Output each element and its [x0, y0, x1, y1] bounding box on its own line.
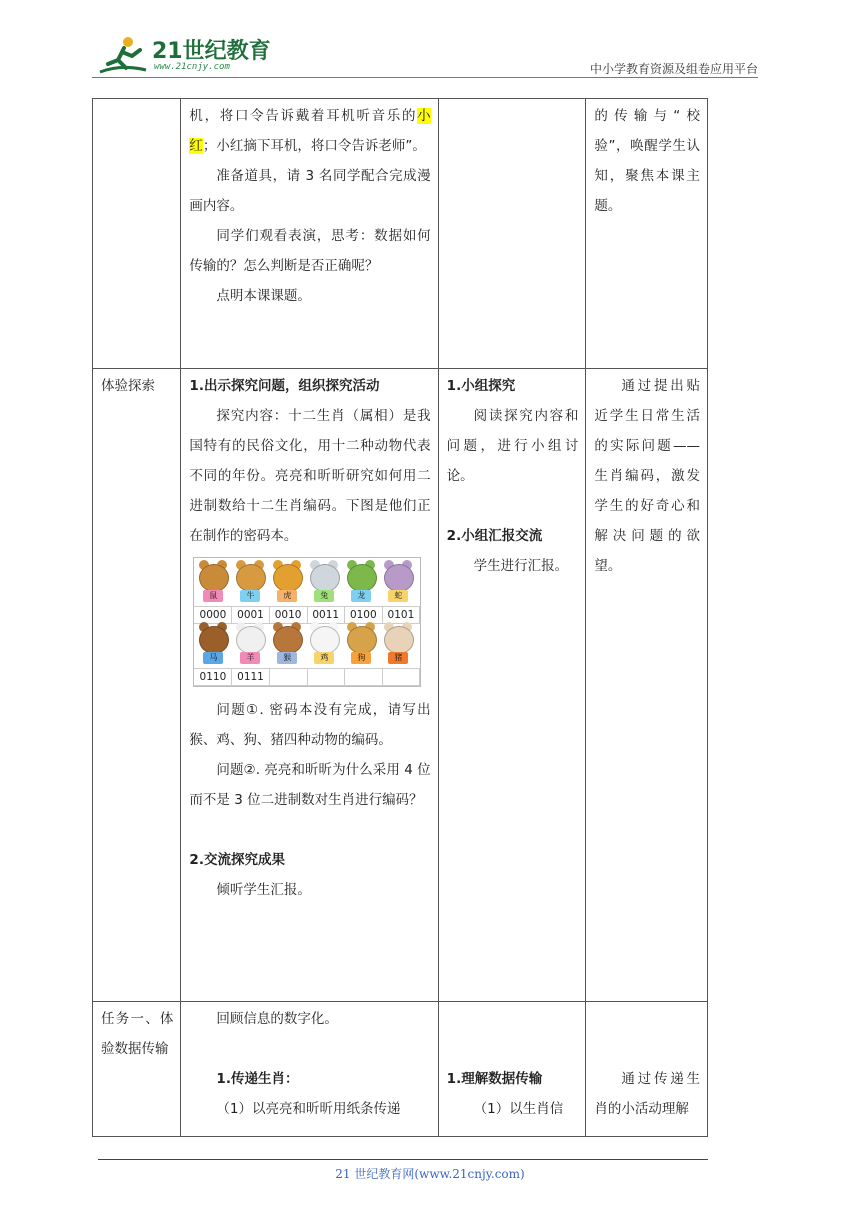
- header-divider: [92, 77, 758, 78]
- binary-code-cell: 0010: [270, 606, 308, 624]
- stage-label: 体验探索: [101, 378, 155, 394]
- stage-label: 任务一、体验数据传输: [101, 1011, 174, 1057]
- animal-name-label: 猪: [388, 652, 408, 664]
- design-intent-cell: [586, 369, 708, 1002]
- paragraph: 点明本课课题。: [216, 288, 311, 304]
- paragraph: 机，将口令告诉戴着耳机听音乐的小红；小红摘下耳机，将口令告诉老师”。: [189, 108, 431, 154]
- animal-name-label: 羊: [240, 652, 260, 664]
- teacher-activity-cell: [181, 1002, 438, 1137]
- paragraph: 问题②. 亮亮和昕昕为什么采用 4 位而不是 3 位二进制数对生肖进行编码？: [189, 762, 431, 808]
- paragraph: 通过提出贴近学生日常生活的实际问题——生肖编码，激发学生的好奇心和解决问题的欲望。: [594, 378, 700, 574]
- animal-face-icon: [310, 626, 340, 654]
- zodiac-animal-row: [194, 622, 420, 672]
- section-heading: 1.出示探究问题，组织探究活动: [189, 378, 380, 394]
- student-activity-cell: [438, 369, 586, 1002]
- binary-code-cell: 0110: [194, 668, 232, 686]
- binary-code-cell: 0011: [307, 606, 345, 624]
- binary-code-cell: 0101: [382, 606, 420, 624]
- logo-text: 21世纪教育: [152, 39, 271, 64]
- section-heading: 2.交流探究成果: [189, 852, 285, 868]
- animal-face-icon: [347, 626, 377, 654]
- paragraph: 阅读探究内容和问题，进行小组讨论。: [446, 408, 579, 484]
- animal-face-icon: [236, 564, 266, 592]
- lesson-plan-table: [92, 98, 708, 1137]
- animal-name-label: 鸡: [314, 652, 334, 664]
- binary-code-cell: [270, 668, 308, 686]
- animal-name-label: 马: [203, 652, 223, 664]
- paragraph: 倾听学生汇报。: [216, 882, 311, 898]
- paragraph: 学生进行汇报。: [473, 558, 569, 574]
- zodiac-code-row: [194, 668, 420, 684]
- binary-code-cell: [307, 668, 345, 686]
- stage-cell: [93, 369, 181, 1002]
- animal-name-label: 兔: [314, 590, 334, 602]
- teacher-activity-cell: [181, 369, 438, 1002]
- logo-url: www.21cnjy.com: [154, 62, 230, 72]
- paragraph: 探究内容：十二生肖（属相）是我国特有的民俗文化，用十二种动物代表不同的年份。亮亮和昕昕研究如何用二进制数给十二生肖编码。下图是他们正在制作的密码本。: [189, 408, 431, 544]
- zodiac-animal-row: [194, 560, 420, 610]
- animal-name-label: 狗: [351, 652, 371, 664]
- animal-face-icon: [199, 626, 229, 654]
- paragraph: 的传输与“校验”，唤醒学生认知，聚焦本课主题。: [594, 108, 700, 214]
- page-footer: 21 世纪教育网(www.21cnjy.com): [335, 1167, 525, 1181]
- paragraph: 问题①. 密码本没有完成，请写出猴、鸡、狗、猪四种动物的编码。: [189, 702, 431, 748]
- binary-code-cell: 0000: [194, 606, 232, 624]
- stage-cell: [93, 1002, 181, 1137]
- table-row: [93, 1002, 708, 1137]
- animal-name-label: 虎: [277, 590, 297, 602]
- zodiac-animal: [195, 560, 231, 608]
- zodiac-code-row: [194, 606, 420, 622]
- zodiac-animal: [232, 622, 268, 670]
- binary-code-cell: [345, 668, 383, 686]
- highlight-text: 小红: [189, 108, 431, 154]
- section-heading: 2.小组汇报交流: [446, 528, 543, 544]
- table-row: [93, 369, 708, 1002]
- paragraph: （1）以亮亮和昕昕用纸条传递: [216, 1101, 401, 1117]
- animal-face-icon: [199, 564, 229, 592]
- binary-code-cell: [382, 668, 420, 686]
- animal-face-icon: [384, 626, 414, 654]
- teacher-activity-cell: [181, 99, 438, 369]
- platform-title: 中小学教育资源及组卷应用平台: [589, 62, 758, 76]
- animal-face-icon: [384, 564, 414, 592]
- animal-face-icon: [273, 626, 303, 654]
- student-activity-cell: [438, 1002, 586, 1137]
- zodiac-animal: [380, 622, 416, 670]
- zodiac-animal: [380, 560, 416, 608]
- table-row: [93, 99, 708, 369]
- animal-face-icon: [310, 564, 340, 592]
- student-activity-cell: [438, 99, 586, 369]
- zodiac-animal: [232, 560, 268, 608]
- paragraph: 同学们观看表演，思考：数据如何传输的？怎么判断是否正确呢？: [189, 228, 431, 274]
- zodiac-animal: [306, 560, 342, 608]
- footer-divider: [98, 1159, 708, 1160]
- paragraph: 通过传递生肖的小活动理解: [594, 1071, 700, 1117]
- animal-face-icon: [236, 626, 266, 654]
- zodiac-animal: [343, 560, 379, 608]
- animal-face-icon: [273, 564, 303, 592]
- paragraph: 回顾信息的数字化。: [216, 1011, 338, 1027]
- zodiac-animal: [343, 622, 379, 670]
- paragraph: （1）以生肖信: [473, 1101, 564, 1117]
- animal-face-icon: [347, 564, 377, 592]
- stage-cell: [93, 99, 181, 369]
- binary-code-cell: 0001: [232, 606, 270, 624]
- animal-name-label: 猴: [277, 652, 297, 664]
- zodiac-animal: [269, 560, 305, 608]
- section-heading: 1.传递生肖：: [216, 1071, 299, 1087]
- animal-name-label: 鼠: [203, 590, 223, 602]
- animal-name-label: 牛: [240, 590, 260, 602]
- binary-code-cell: 0111: [232, 668, 270, 686]
- section-heading: 1.理解数据传输: [446, 1071, 543, 1087]
- paragraph: 准备道具，请 3 名同学配合完成漫画内容。: [189, 168, 431, 214]
- animal-name-label: 龙: [351, 590, 371, 602]
- page-header: [92, 30, 758, 80]
- design-intent-cell: [586, 99, 708, 369]
- zodiac-animal: [195, 622, 231, 670]
- binary-code-cell: 0100: [345, 606, 383, 624]
- zodiac-animal: [269, 622, 305, 670]
- design-intent-cell: [586, 1002, 708, 1137]
- section-heading: 1.小组探究: [446, 378, 516, 394]
- zodiac-codebook-image: [193, 557, 421, 687]
- animal-name-label: 蛇: [388, 590, 408, 602]
- zodiac-animal: [306, 622, 342, 670]
